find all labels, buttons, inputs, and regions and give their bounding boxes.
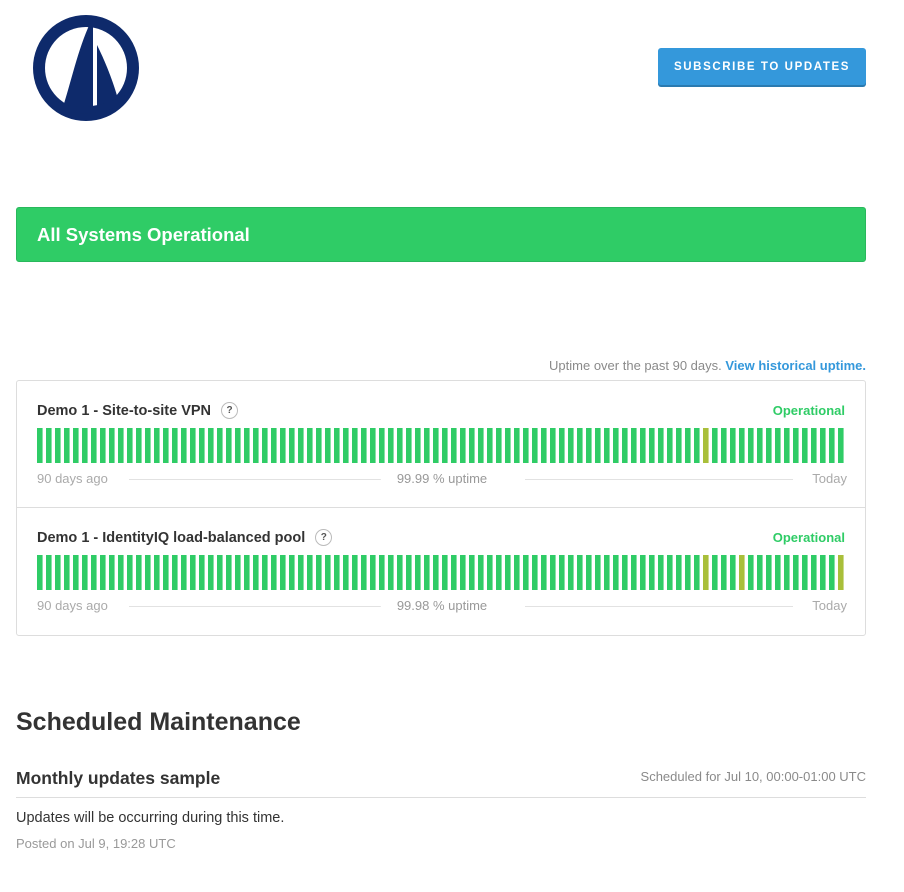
component-status: Operational [772, 530, 845, 545]
uptime-day-bar[interactable] [541, 555, 547, 590]
uptime-day-bar[interactable] [325, 428, 331, 463]
uptime-day-bar[interactable] [712, 555, 718, 590]
uptime-day-bar[interactable] [352, 555, 358, 590]
uptime-day-bar[interactable] [109, 555, 115, 590]
legend-divider [129, 479, 397, 480]
help-icon[interactable]: ? [315, 529, 332, 546]
uptime-day-bar[interactable] [325, 555, 331, 590]
component-name [37, 402, 238, 419]
uptime-day-bar[interactable] [73, 428, 79, 463]
uptime-day-bar[interactable] [370, 555, 376, 590]
uptime-day-bar[interactable] [496, 428, 502, 463]
uptime-day-bar[interactable] [478, 555, 484, 590]
uptime-day-bar[interactable] [253, 428, 259, 463]
uptime-day-bar[interactable] [523, 428, 529, 463]
uptime-day-bar[interactable] [55, 555, 61, 590]
uptime-day-bar[interactable] [109, 428, 115, 463]
uptime-day-bar[interactable] [37, 428, 43, 463]
uptime-day-bar[interactable] [397, 428, 403, 463]
uptime-day-bar[interactable] [73, 555, 79, 590]
uptime-day-bar[interactable] [541, 428, 547, 463]
uptime-day-bar[interactable] [640, 428, 646, 463]
uptime-day-bar[interactable] [55, 428, 61, 463]
uptime-day-bar[interactable] [343, 428, 349, 463]
uptime-day-bar[interactable] [190, 428, 196, 463]
uptime-day-bar[interactable] [100, 428, 106, 463]
uptime-day-bar[interactable] [316, 428, 322, 463]
uptime-day-bar[interactable] [631, 555, 637, 590]
uptime-day-bar[interactable] [154, 555, 160, 590]
uptime-day-bar[interactable] [118, 555, 124, 590]
uptime-day-bar[interactable] [64, 428, 70, 463]
component-name-text: Demo 1 - Site-to-site VPN [37, 402, 212, 419]
uptime-bars-svg [37, 555, 847, 590]
uptime-day-bar[interactable] [829, 428, 835, 463]
uptime-day-bar[interactable] [208, 428, 214, 463]
uptime-day-bar[interactable] [352, 428, 358, 463]
uptime-day-bar[interactable] [244, 555, 250, 590]
uptime-day-bar[interactable] [694, 555, 700, 590]
uptime-day-bar[interactable] [262, 555, 268, 590]
uptime-day-bar[interactable] [289, 428, 295, 463]
uptime-day-bar[interactable] [244, 428, 250, 463]
uptime-day-bar[interactable] [298, 555, 304, 590]
uptime-day-bar[interactable] [235, 555, 241, 590]
uptime-day-bar[interactable] [568, 428, 574, 463]
uptime-day-bar[interactable] [802, 555, 808, 590]
uptime-day-bar[interactable] [595, 428, 601, 463]
uptime-percent-label: 99.99 % uptime [381, 471, 503, 486]
uptime-day-bar[interactable] [442, 555, 448, 590]
uptime-day-bar[interactable] [460, 428, 466, 463]
uptime-day-bar[interactable] [802, 428, 808, 463]
overall-status-banner [16, 207, 866, 262]
uptime-day-bar[interactable] [775, 428, 781, 463]
uptime-day-bar[interactable] [334, 428, 340, 463]
uptime-day-bar[interactable] [280, 555, 286, 590]
incident-posted-time: Posted on Jul 9, 19:28 UTC [16, 836, 176, 851]
uptime-day-bar[interactable] [451, 555, 457, 590]
uptime-day-bar[interactable] [667, 555, 673, 590]
uptime-day-bar[interactable] [604, 555, 610, 590]
uptime-day-bar[interactable] [487, 555, 493, 590]
scheduled-maintenance-title: Scheduled Maintenance [16, 708, 301, 736]
uptime-day-bar[interactable] [460, 555, 466, 590]
uptime-bars-svg [37, 428, 847, 463]
uptime-day-bar[interactable] [46, 428, 52, 463]
uptime-day-bar[interactable] [262, 428, 268, 463]
uptime-day-bar-degraded[interactable] [703, 428, 709, 463]
legend-divider [129, 606, 397, 607]
overall-status-text: All Systems Operational [37, 223, 250, 245]
uptime-day-bar[interactable] [289, 555, 295, 590]
uptime-day-bar[interactable] [217, 555, 223, 590]
uptime-day-bar[interactable] [676, 555, 682, 590]
uptime-day-bar[interactable] [667, 428, 673, 463]
uptime-day-bar[interactable] [775, 555, 781, 590]
uptime-day-bar[interactable] [586, 428, 592, 463]
uptime-day-bar[interactable] [559, 555, 565, 590]
uptime-day-bar[interactable] [226, 555, 232, 590]
uptime-day-bar[interactable] [712, 428, 718, 463]
uptime-legend [37, 471, 847, 487]
uptime-day-bar[interactable] [766, 555, 772, 590]
uptime-day-bar[interactable] [748, 555, 754, 590]
uptime-day-bar[interactable] [388, 555, 394, 590]
uptime-day-bar[interactable] [118, 428, 124, 463]
uptime-day-bar[interactable] [199, 555, 205, 590]
uptime-day-bar[interactable] [505, 428, 511, 463]
uptime-day-bar[interactable] [739, 428, 745, 463]
uptime-day-bar[interactable] [811, 555, 817, 590]
uptime-day-bar[interactable] [550, 428, 556, 463]
uptime-day-bar[interactable] [784, 555, 790, 590]
uptime-day-bar[interactable] [622, 555, 628, 590]
uptime-day-bar[interactable] [127, 428, 133, 463]
view-historical-uptime-link[interactable]: View historical uptime. [725, 358, 866, 373]
uptime-day-bar[interactable] [784, 428, 790, 463]
incident-title-link[interactable]: Monthly updates sample [16, 768, 221, 788]
uptime-bars [37, 555, 847, 590]
uptime-day-bar[interactable] [397, 555, 403, 590]
uptime-day-bar[interactable] [793, 555, 799, 590]
uptime-percent-label: 99.98 % uptime [381, 598, 503, 613]
uptime-day-bar[interactable] [514, 428, 520, 463]
uptime-day-bar[interactable] [406, 555, 412, 590]
legend-divider [525, 479, 793, 480]
uptime-day-bar[interactable] [694, 428, 700, 463]
uptime-day-bar[interactable] [307, 555, 313, 590]
uptime-day-bar[interactable] [127, 555, 133, 590]
uptime-day-bar[interactable] [532, 428, 538, 463]
uptime-day-bar[interactable] [658, 555, 664, 590]
uptime-day-bar[interactable] [829, 555, 835, 590]
uptime-day-bar[interactable] [685, 555, 691, 590]
uptime-day-bar[interactable] [46, 555, 52, 590]
uptime-day-bar[interactable] [64, 555, 70, 590]
uptime-day-bar[interactable] [649, 428, 655, 463]
component-site-to-site-vpn [17, 381, 865, 508]
uptime-day-bar[interactable] [469, 555, 475, 590]
uptime-day-bar-degraded[interactable] [739, 555, 745, 590]
uptime-day-bar[interactable] [208, 555, 214, 590]
uptime-day-bar[interactable] [424, 555, 430, 590]
uptime-day-bar[interactable] [577, 428, 583, 463]
uptime-day-bar-degraded[interactable] [703, 555, 709, 590]
uptime-day-bar[interactable] [730, 555, 736, 590]
uptime-day-bar[interactable] [622, 428, 628, 463]
uptime-day-bar[interactable] [226, 428, 232, 463]
uptime-day-bar[interactable] [766, 428, 772, 463]
uptime-day-bar[interactable] [361, 428, 367, 463]
uptime-day-bar[interactable] [37, 555, 43, 590]
uptime-day-bar[interactable] [82, 555, 88, 590]
uptime-day-bar[interactable] [181, 555, 187, 590]
uptime-day-bar[interactable] [145, 428, 151, 463]
uptime-day-bar[interactable] [721, 428, 727, 463]
component-name-text: Demo 1 - IdentityIQ load-balanced pool [37, 529, 306, 546]
uptime-day-bar[interactable] [577, 555, 583, 590]
uptime-day-bar[interactable] [676, 428, 682, 463]
uptime-day-bar[interactable] [136, 555, 142, 590]
uptime-day-bar[interactable] [91, 428, 97, 463]
uptime-day-bar[interactable] [415, 428, 421, 463]
uptime-day-bar[interactable] [523, 555, 529, 590]
uptime-day-bar[interactable] [748, 428, 754, 463]
uptime-day-bar[interactable] [658, 428, 664, 463]
uptime-day-bar[interactable] [649, 555, 655, 590]
uptime-day-bar[interactable] [469, 428, 475, 463]
uptime-day-bar[interactable] [163, 428, 169, 463]
uptime-caption [16, 358, 866, 373]
component-name [37, 529, 332, 546]
today-label: Today [812, 471, 847, 486]
uptime-day-bar[interactable] [163, 555, 169, 590]
legend-divider [525, 606, 793, 607]
uptime-day-bar[interactable] [559, 428, 565, 463]
uptime-bars [37, 428, 847, 463]
uptime-day-bar[interactable] [343, 555, 349, 590]
uptime-day-bar[interactable] [424, 428, 430, 463]
uptime-day-bar[interactable] [271, 555, 277, 590]
uptime-day-bar[interactable] [568, 555, 574, 590]
uptime-day-bar[interactable] [406, 428, 412, 463]
uptime-day-bar[interactable] [505, 555, 511, 590]
uptime-day-bar[interactable] [307, 428, 313, 463]
incident-schedule: Scheduled for Jul 10, 00:00-01:00 UTC [640, 769, 866, 784]
uptime-day-bar[interactable] [532, 555, 538, 590]
uptime-day-bar[interactable] [721, 555, 727, 590]
sailboat-logo-icon[interactable] [33, 15, 139, 121]
today-label: Today [812, 598, 847, 613]
uptime-day-bar[interactable] [685, 428, 691, 463]
uptime-day-bar[interactable] [199, 428, 205, 463]
uptime-day-bar[interactable] [100, 555, 106, 590]
uptime-day-bar[interactable] [370, 428, 376, 463]
uptime-day-bar[interactable] [757, 555, 763, 590]
uptime-day-bar[interactable] [217, 428, 223, 463]
uptime-day-bar[interactable] [487, 428, 493, 463]
component-identityiq-pool [17, 508, 865, 635]
uptime-day-bar[interactable] [361, 555, 367, 590]
uptime-day-bar[interactable] [145, 555, 151, 590]
uptime-day-bar[interactable] [415, 555, 421, 590]
uptime-day-bar[interactable] [433, 555, 439, 590]
uptime-day-bar[interactable] [613, 555, 619, 590]
days-ago-label: 90 days ago [37, 598, 108, 613]
uptime-day-bar[interactable] [235, 428, 241, 463]
subscribe-button[interactable]: SUBSCRIBE TO UPDATES [658, 48, 866, 85]
uptime-day-bar[interactable] [811, 428, 817, 463]
uptime-day-bar[interactable] [136, 428, 142, 463]
uptime-day-bar[interactable] [613, 428, 619, 463]
uptime-day-bar[interactable] [640, 555, 646, 590]
uptime-day-bar[interactable] [451, 428, 457, 463]
uptime-day-bar[interactable] [253, 555, 259, 590]
uptime-day-bar[interactable] [820, 428, 826, 463]
uptime-day-bar[interactable] [730, 428, 736, 463]
uptime-day-bar[interactable] [190, 555, 196, 590]
component-status: Operational [772, 403, 845, 418]
uptime-day-bar[interactable] [478, 428, 484, 463]
uptime-day-bar[interactable] [550, 555, 556, 590]
uptime-day-bar[interactable] [172, 555, 178, 590]
uptime-day-bar[interactable] [604, 428, 610, 463]
uptime-day-bar[interactable] [514, 555, 520, 590]
uptime-day-bar[interactable] [280, 428, 286, 463]
uptime-day-bar[interactable] [334, 555, 340, 590]
uptime-caption-text: Uptime over the past 90 days. [549, 358, 722, 373]
uptime-day-bar[interactable] [496, 555, 502, 590]
uptime-day-bar[interactable] [271, 428, 277, 463]
uptime-day-bar[interactable] [82, 428, 88, 463]
uptime-day-bar[interactable] [181, 428, 187, 463]
uptime-day-bar[interactable] [793, 428, 799, 463]
uptime-day-bar-degraded[interactable] [838, 555, 844, 590]
help-icon[interactable]: ? [221, 402, 238, 419]
uptime-legend [37, 598, 847, 614]
uptime-day-bar[interactable] [154, 428, 160, 463]
uptime-day-bar[interactable] [172, 428, 178, 463]
components-container [16, 380, 866, 636]
uptime-day-bar[interactable] [442, 428, 448, 463]
uptime-day-bar[interactable] [316, 555, 322, 590]
uptime-day-bar[interactable] [379, 555, 385, 590]
uptime-day-bar[interactable] [586, 555, 592, 590]
divider [16, 797, 866, 798]
incident-body: Updates will be occurring during this time. [16, 810, 285, 826]
uptime-day-bar[interactable] [757, 428, 763, 463]
uptime-day-bar[interactable] [433, 428, 439, 463]
days-ago-label: 90 days ago [37, 471, 108, 486]
uptime-day-bar[interactable] [595, 555, 601, 590]
uptime-day-bar[interactable] [838, 428, 844, 463]
uptime-day-bar[interactable] [631, 428, 637, 463]
uptime-day-bar[interactable] [820, 555, 826, 590]
uptime-day-bar[interactable] [298, 428, 304, 463]
uptime-day-bar[interactable] [379, 428, 385, 463]
uptime-day-bar[interactable] [91, 555, 97, 590]
uptime-day-bar[interactable] [388, 428, 394, 463]
